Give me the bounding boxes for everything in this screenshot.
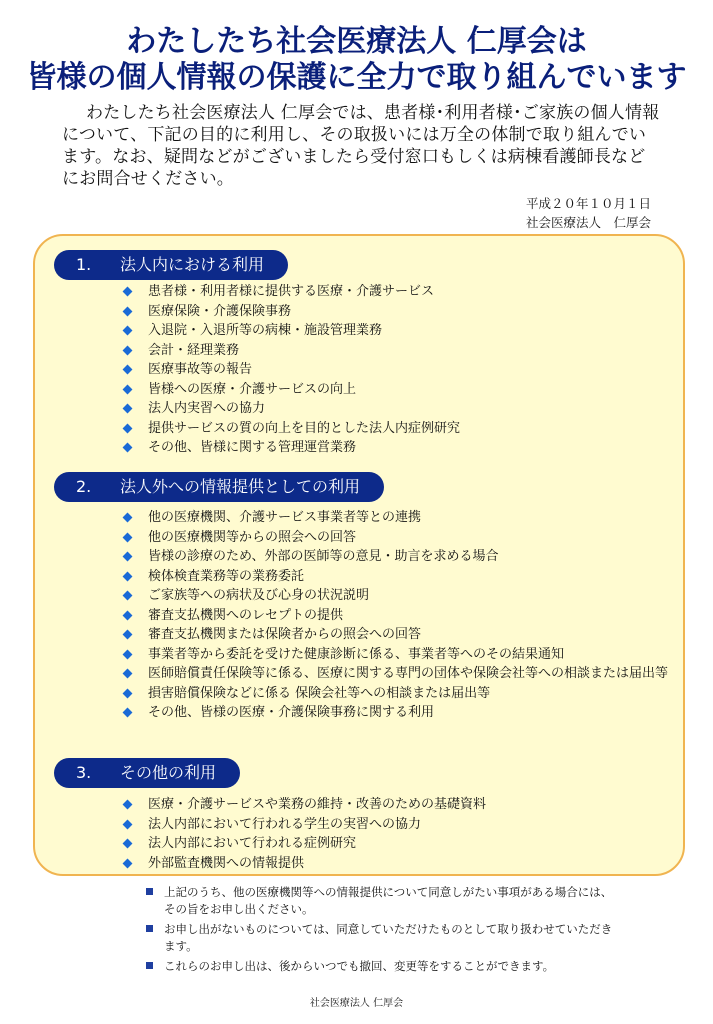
title-line-2: 皆様の個人情報の保護に全力で取り組んでいます (26, 60, 687, 95)
list-item: 皆様の診療のため、外部の医師等の意見・助言を求める場合 (124, 547, 672, 567)
section-1-list (124, 282, 672, 458)
diamond-bullet-icon (123, 688, 133, 698)
section-number: 1. (76, 255, 92, 274)
list-item: 皆様への医療・介護サービスの向上 (124, 380, 672, 400)
diamond-bullet-icon (123, 345, 133, 355)
title-line-1: わたしたち社会医療法人 仁厚会は (126, 24, 587, 59)
list-item: 損害賠償保険などに係る 保険会社等への相談または届出等 (124, 684, 672, 704)
square-bullet-icon (146, 925, 153, 932)
diamond-bullet-icon (123, 326, 133, 336)
diamond-bullet-icon (123, 513, 133, 523)
diamond-bullet-icon (123, 819, 133, 829)
diamond-bullet-icon (123, 630, 133, 640)
list-item: 事業者等から委託を受けた健康診断に係る、事業者等へのその結果通知 (124, 645, 672, 665)
diamond-bullet-icon (123, 669, 133, 679)
list-item: 提供サービスの質の向上を目的とした法人内症例研究 (124, 419, 672, 439)
list-item: 医師賠償責任保険等に係る、医療に関する専門の団体や保険会社等への相談または届出等 (124, 664, 672, 684)
diamond-bullet-icon (123, 404, 133, 414)
diamond-bullet-icon (123, 571, 133, 581)
list-item: その他、皆様の医療・介護保険事務に関する利用 (124, 703, 672, 723)
diamond-bullet-icon (123, 306, 133, 316)
section-number: 3. (76, 763, 92, 782)
diamond-bullet-icon (123, 552, 133, 562)
list-item: 法人内部において行われる症例研究 (124, 834, 672, 854)
section-title: 法人内における利用 (120, 255, 265, 274)
section-3-heading (54, 758, 240, 788)
notes-list (146, 884, 616, 978)
list-item: 他の医療機関等からの照会への回答 (124, 528, 672, 548)
square-bullet-icon (146, 888, 153, 895)
list-item: 入退院・入退所等の病棟・施設管理業務 (124, 321, 672, 341)
intro-paragraph: わたしたち社会医療法人 仁厚会では、患者様･利用者様･ご家族の個人情報について、下記の目的に利用し、その取扱いには万全の体制で取り組んでいます。なお、疑問などがございましたら受付窓口もしくは病棟看護師長などにお問合せください。 (62, 103, 660, 189)
list-item: ご家族等への病状及び心身の状況説明 (124, 586, 672, 606)
diamond-bullet-icon (123, 365, 133, 375)
diamond-bullet-icon (123, 443, 133, 453)
list-item: 医療・介護サービスや業務の維持・改善のための基礎資料 (124, 795, 672, 815)
diamond-bullet-icon (123, 610, 133, 620)
diamond-bullet-icon (123, 708, 133, 718)
list-item: 審査支払機関または保険者からの照会への回答 (124, 625, 672, 645)
list-item: その他、皆様に関する管理運営業務 (124, 438, 672, 458)
note-item: 上記のうち、他の医療機関等への情報提供について同意しがたい事項がある場合には、その旨をお申し出ください。 (146, 884, 616, 918)
list-item: 法人内実習への協力 (124, 399, 672, 419)
section-2-list (124, 508, 672, 723)
diamond-bullet-icon (123, 858, 133, 868)
section-2-heading (54, 472, 384, 502)
section-number: 2. (76, 477, 92, 496)
diamond-bullet-icon (123, 591, 133, 601)
section-title: その他の利用 (120, 763, 217, 782)
list-item: 医療事故等の報告 (124, 360, 672, 380)
diamond-bullet-icon (123, 649, 133, 659)
issue-date: 平成２０年１０月１日 (525, 196, 651, 211)
list-item: 審査支払機関へのレセプトの提供 (124, 606, 672, 626)
diamond-bullet-icon (123, 800, 133, 810)
diamond-bullet-icon (123, 839, 133, 849)
list-item: 外部監査機関への情報提供 (124, 854, 672, 874)
list-item: 医療保険・介護保険事務 (124, 302, 672, 322)
section-3-list (124, 795, 672, 873)
footer-organization: 社会医療法人 仁厚会 (309, 998, 404, 1009)
diamond-bullet-icon (123, 423, 133, 433)
note-item: お申し出がないものについては、同意していただけたものとして取り扱わせていただきます。 (146, 921, 616, 955)
section-title: 法人外への情報提供としての利用 (120, 477, 361, 496)
list-item: 法人内部において行われる学生の実習への協力 (124, 815, 672, 835)
note-item: これらのお申し出は、後からいつでも撤回、変更等をすることができます。 (146, 958, 616, 975)
diamond-bullet-icon (123, 287, 133, 297)
list-item: 検体検査業務等の業務委託 (124, 567, 672, 587)
square-bullet-icon (146, 962, 153, 969)
diamond-bullet-icon (123, 532, 133, 542)
list-item: 患者様・利用者様に提供する医療・介護サービス (124, 282, 672, 302)
list-item: 会計・経理業務 (124, 341, 672, 361)
organization-name: 社会医療法人 仁厚会 (525, 215, 651, 230)
list-item: 他の医療機関、介護サービス事業者等との連携 (124, 508, 672, 528)
section-1-heading (54, 250, 288, 280)
diamond-bullet-icon (123, 384, 133, 394)
